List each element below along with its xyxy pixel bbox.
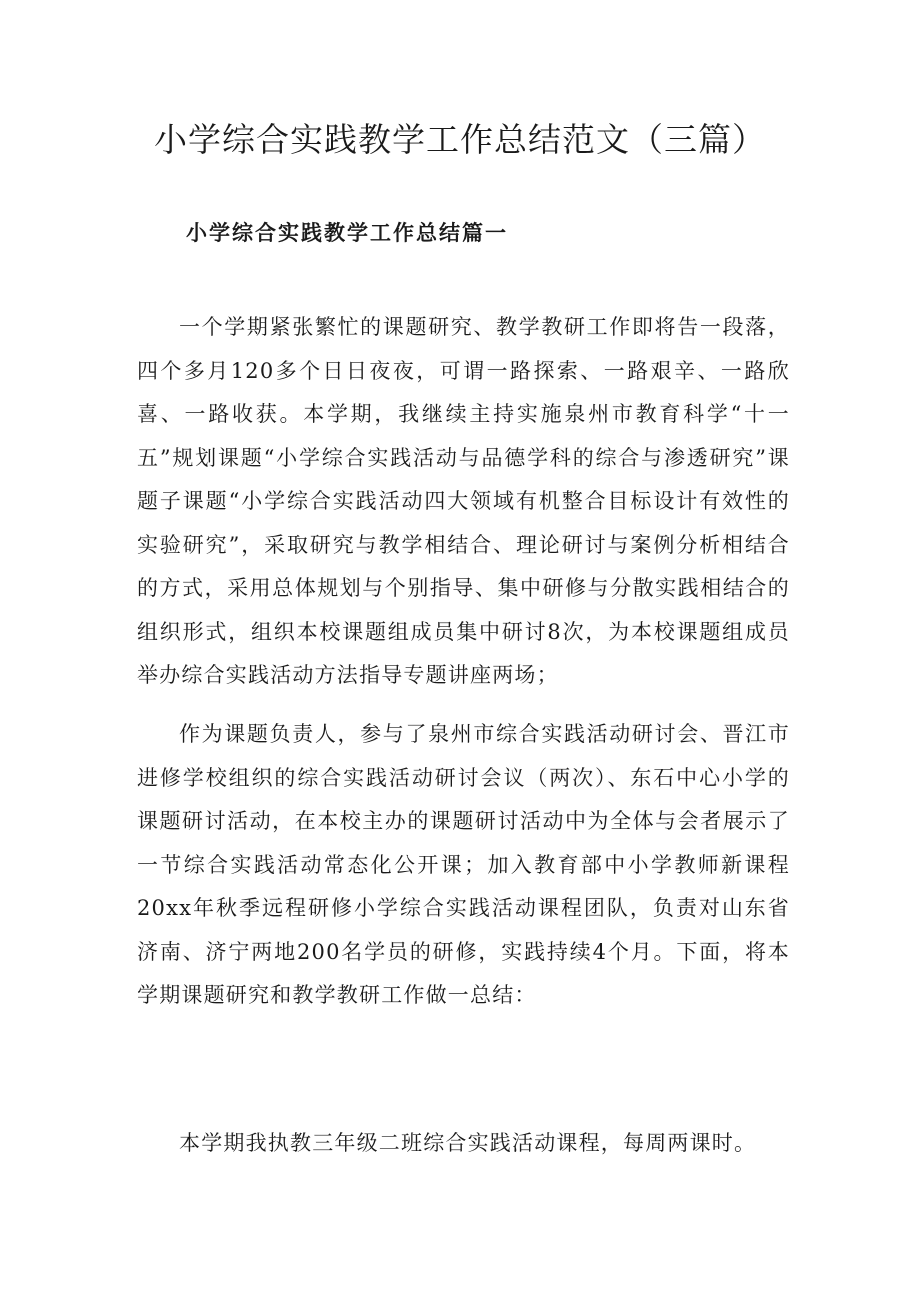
body-paragraph: 一个学期紧张繁忙的课题研究、教学教研工作即将告一段落，四个多月120多个日日夜夜，可谓一路探索、一路艰辛、一路欣喜、一路收获。本学期，我继续主持实施泉州市教育科学“十一五”规划课题“小学综合实践活动与品德学科的综合与渗透研究”课题子课题“小学综合实践活动四大领域有机整合目标设计有效性的实验研究”，采取研究与教学相结合、理论研讨与案例分析相结合的方式，采用总体规划与个别指导、集中研修与分散实践相结合的组织形式，组织本校课题组成员集中研讨8次，为本校课题组成员举办综合实践活动方法指导专题讲座两场； bbox=[137, 315, 790, 687]
document-title: 小学综合实践教学工作总结范文（三篇） bbox=[154, 120, 766, 159]
body-paragraph: 作为课题负责人，参与了泉州市综合实践活动研讨会、晋江市进修学校组织的综合实践活动研讨会议（两次）、东石中心小学的课题研讨活动，在本校主办的课题研讨活动中为全体与会者展示了一节综合实践活动常态化公开课；加入教育部中小学教师新课程20xx年秋季远程研修小学综合实践活动课程团队，负责对山东省济南、济宁两地200名学员的研修，实践持续4个月。下面，将本学期课题研究和教学教研工作做一总结： bbox=[137, 722, 790, 1007]
body-paragraph: 本学期我执教三年级二班综合实践活动课程，每周两课时。 bbox=[179, 1131, 757, 1155]
section-heading: 小学综合实践教学工作总结篇一 bbox=[186, 221, 508, 245]
